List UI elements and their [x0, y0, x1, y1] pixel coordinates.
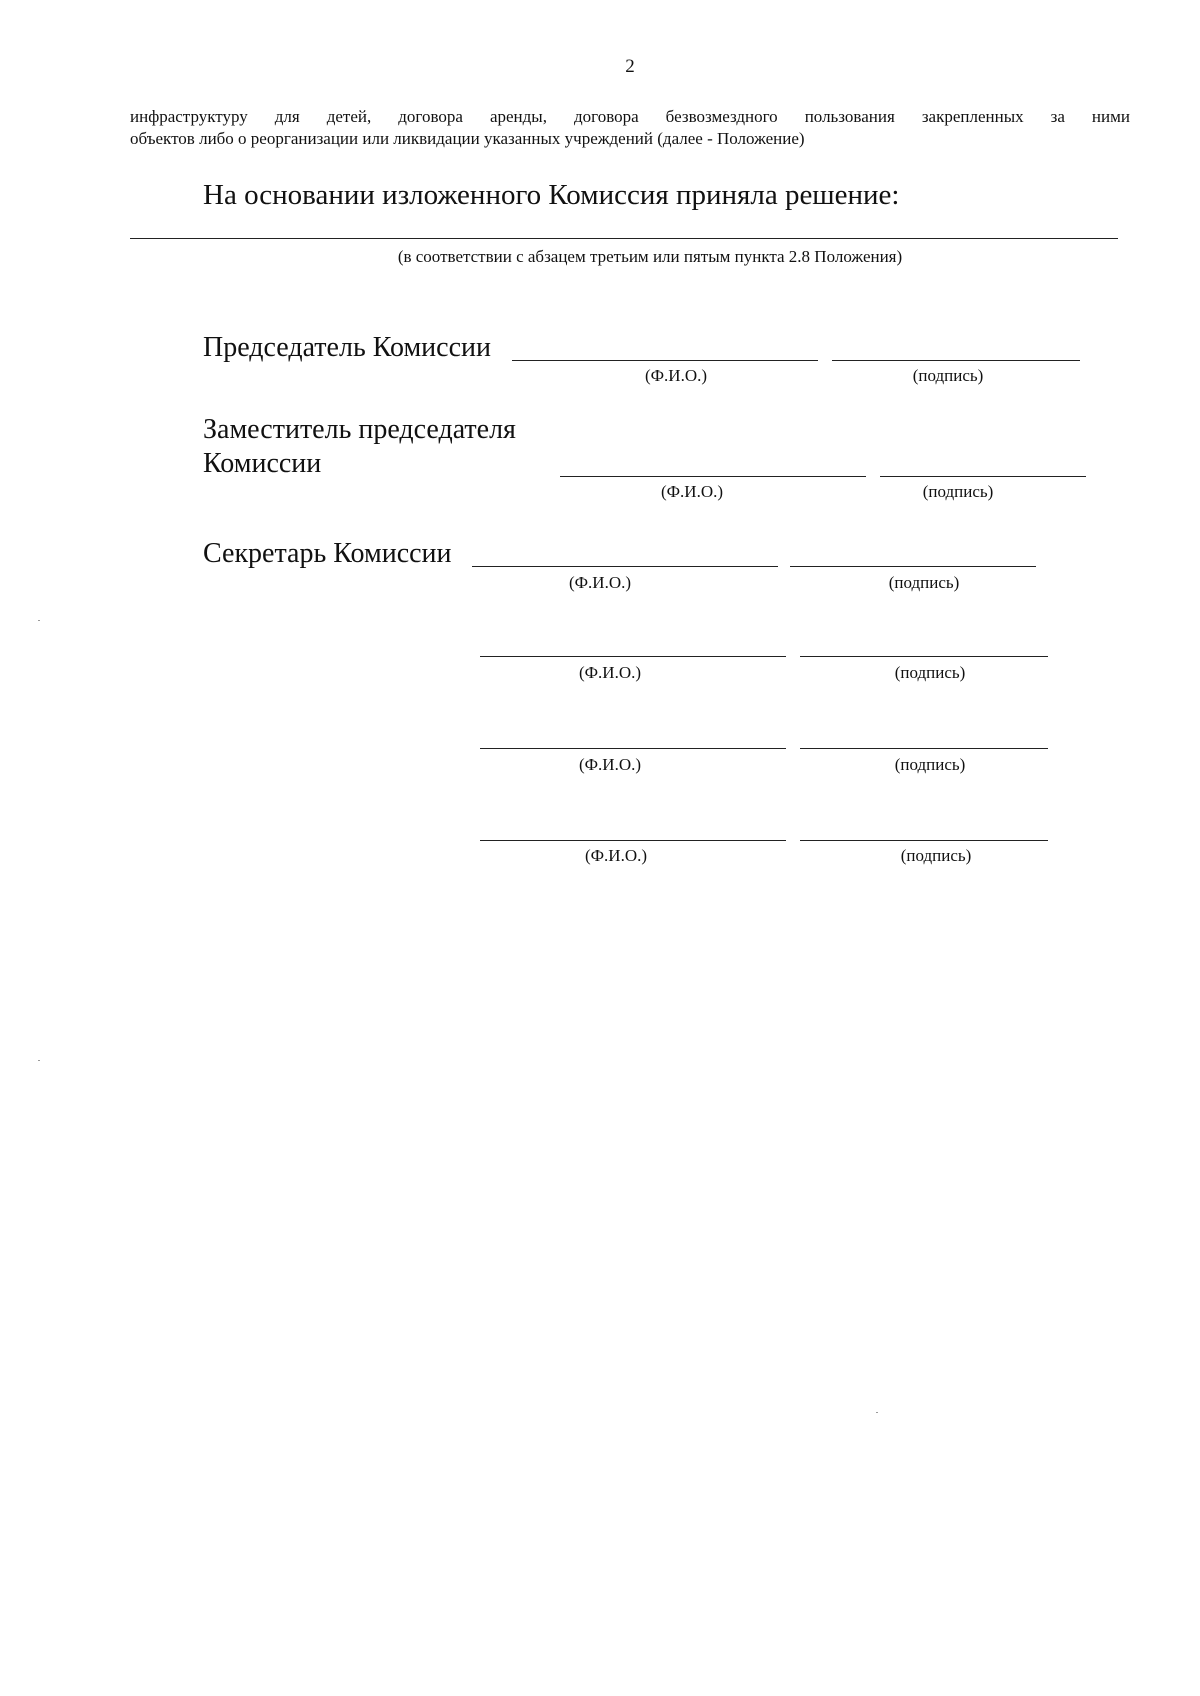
member-1-name-caption: (Ф.И.О.): [578, 663, 642, 682]
chairman-name-line: [512, 360, 818, 361]
chairman-signature-line: [832, 360, 1080, 361]
chairman-signature-caption: (подпись): [912, 366, 984, 385]
page-number: 2: [625, 56, 635, 77]
member-2-name-line: [480, 748, 786, 749]
member-3-signature-line: [800, 840, 1048, 841]
decision-blank-line: [130, 238, 1118, 239]
secretary-label: Секретарь Комиссии: [203, 538, 452, 569]
secretary-signature-caption: (подпись): [888, 573, 960, 592]
chairman-name-caption: (Ф.И.О.): [644, 366, 708, 385]
member-1-signature-line: [800, 656, 1048, 657]
scan-speck: [876, 1412, 878, 1413]
secretary-name-caption: (Ф.И.О.): [568, 573, 632, 592]
scan-speck: [38, 620, 40, 621]
secretary-signature-line: [790, 566, 1036, 567]
scan-speck: [38, 1060, 40, 1061]
chairman-label: Председатель Комиссии: [203, 332, 491, 363]
secretary-name-line: [472, 566, 778, 567]
intro-line-1: инфраструктуру для детей, договора аренды, договора безвозмездного пользования закрепленных за ними: [130, 107, 1130, 126]
member-3-signature-caption: (подпись): [900, 846, 972, 865]
decision-heading: На основании изложенного Комиссия приняла решение:: [203, 179, 900, 211]
member-1-name-line: [480, 656, 786, 657]
deputy-chairman-name-caption: (Ф.И.О.): [660, 482, 724, 501]
member-2-signature-line: [800, 748, 1048, 749]
member-2-signature-caption: (подпись): [894, 755, 966, 774]
deputy-chairman-signature-line: [880, 476, 1086, 477]
deputy-chairman-signature-caption: (подпись): [922, 482, 994, 501]
member-1-signature-caption: (подпись): [894, 663, 966, 682]
member-3-name-line: [480, 840, 786, 841]
deputy-chairman-name-line: [560, 476, 866, 477]
decision-caption: (в соответствии с абзацем третьим или пятым пункта 2.8 Положения): [397, 247, 903, 266]
intro-line-2: объектов либо о реорганизации или ликвидации указанных учреждений (далее - Положение): [130, 129, 805, 148]
deputy-chairman-label-line-1: Заместитель председателя: [203, 414, 516, 445]
member-2-name-caption: (Ф.И.О.): [578, 755, 642, 774]
member-3-name-caption: (Ф.И.О.): [584, 846, 648, 865]
deputy-chairman-label-line-2: Комиссии: [203, 448, 322, 479]
